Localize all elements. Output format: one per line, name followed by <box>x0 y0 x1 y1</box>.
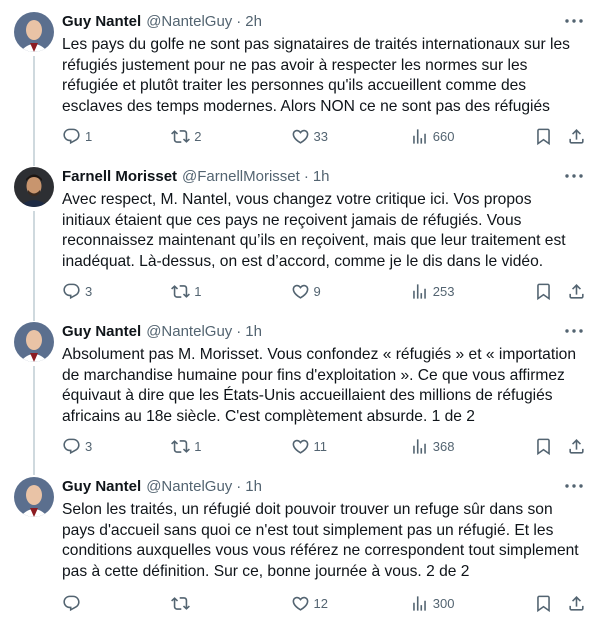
reply-count: 3 <box>85 438 93 454</box>
retweet-icon <box>171 127 190 146</box>
reply-button[interactable] <box>62 280 142 302</box>
views-count: 300 <box>432 595 455 611</box>
author-handle[interactable]: @NantelGuy <box>146 13 233 30</box>
thread-connector <box>33 56 35 166</box>
author-name[interactable]: Farnell Morisset <box>62 168 178 185</box>
timestamp[interactable]: 1h <box>245 323 262 340</box>
share-icon <box>567 437 586 456</box>
tweet-text: Absolument pas M. Morisset. Vous confondez « réfugiés » et « importation de marchandise humaine pour fins d'exploitation ». Ce que vous affirmez équivaut à dire que les États-Unis accueillaient des millions de réfugiés africains au 18e siècle. C'est complètement absurde. 1 de 2 <box>62 346 576 425</box>
author-name[interactable]: Guy Nantel <box>62 478 142 495</box>
tweet-actions <box>62 592 586 614</box>
like-button[interactable] <box>291 435 381 457</box>
reply-icon <box>62 282 81 301</box>
views-icon <box>410 282 429 301</box>
bookmark-icon <box>534 282 553 301</box>
retweet-count: 1 <box>194 438 202 454</box>
separator: · <box>236 13 242 30</box>
more-options-icon[interactable] <box>562 475 586 497</box>
reply-button[interactable] <box>62 435 142 457</box>
retweet-icon <box>171 437 190 456</box>
retweet-button[interactable] <box>171 435 261 457</box>
views-count: 368 <box>432 438 455 454</box>
author-handle[interactable]: @NantelGuy <box>146 323 233 340</box>
views-button[interactable] <box>410 435 505 457</box>
author-handle[interactable]: @NantelGuy <box>146 478 233 495</box>
separator: · <box>236 323 242 340</box>
tweet-header <box>62 12 586 32</box>
avatar[interactable] <box>14 322 54 362</box>
views-icon <box>410 594 429 613</box>
tweet-header <box>62 477 586 497</box>
bookmark-button[interactable] <box>534 435 553 457</box>
tweet-actions <box>62 435 586 457</box>
tweet-actions <box>62 125 586 147</box>
share-icon <box>567 282 586 301</box>
reply-count: 3 <box>85 283 93 299</box>
views-button[interactable] <box>410 125 505 147</box>
reply-icon <box>62 594 81 613</box>
retweet-icon <box>171 282 190 301</box>
share-button[interactable] <box>567 280 586 302</box>
retweet-icon <box>171 594 190 613</box>
more-options-icon[interactable] <box>562 320 586 342</box>
bookmark-icon <box>534 594 553 613</box>
retweet-button[interactable] <box>171 280 261 302</box>
bookmark-button[interactable] <box>534 592 553 614</box>
author-name[interactable]: Guy Nantel <box>62 13 142 30</box>
share-icon <box>567 594 586 613</box>
retweet-count: 1 <box>194 283 202 299</box>
avatar[interactable] <box>14 12 54 52</box>
like-count: 11 <box>313 438 327 454</box>
reply-button[interactable] <box>62 125 142 147</box>
timestamp[interactable]: 2h <box>245 13 262 30</box>
author-handle[interactable]: @FarnellMorisset <box>182 168 300 185</box>
reply-button[interactable] <box>62 592 142 614</box>
bookmark-button[interactable] <box>534 125 553 147</box>
share-button[interactable] <box>567 592 586 614</box>
views-icon <box>410 127 429 146</box>
views-button[interactable] <box>410 280 505 302</box>
like-count: 33 <box>313 128 328 144</box>
bookmark-icon <box>534 127 553 146</box>
retweet-count: 2 <box>194 128 202 144</box>
share-icon <box>567 127 586 146</box>
more-options-icon[interactable] <box>562 10 586 32</box>
reply-count: 1 <box>85 128 93 144</box>
reply-icon <box>62 127 81 146</box>
thread-connector <box>33 211 35 321</box>
views-count: 660 <box>432 128 455 144</box>
bookmark-icon <box>534 437 553 456</box>
views-icon <box>410 437 429 456</box>
tweet-text: Selon les traités, un réfugié doit pouvoir trouver un refuge sûr dans son pays d'accueil sans quoi ce n'est tout simplement pas un réfugié. Et les conditions auxquelles vous vous référez ne correspondent tout simplement pas à cette définition. Sur ce, bonne journée à vous. 2 de 2 <box>62 501 579 580</box>
like-button[interactable] <box>291 592 381 614</box>
separator: · <box>236 478 242 495</box>
like-button[interactable] <box>291 280 381 302</box>
tweet-text: Avec respect, M. Nantel, vous changez votre critique ici. Vos propos initiaux étaient que ces pays ne reçoivent jamais de réfugiés. Vous reconnaissez maintenant qu’ils en reçoivent, mais que leur traitement est inadéquat. Là-dessus, on est d’accord, comme je le dis dans le vidéo. <box>62 191 566 270</box>
tweet-actions <box>62 280 586 302</box>
timestamp[interactable]: 1h <box>312 168 330 185</box>
author-name[interactable]: Guy Nantel <box>62 323 142 340</box>
share-button[interactable] <box>567 125 586 147</box>
like-count: 9 <box>313 283 321 299</box>
heart-icon <box>291 437 310 456</box>
heart-icon <box>291 282 310 301</box>
heart-icon <box>291 127 310 146</box>
avatar[interactable] <box>14 167 54 207</box>
views-button[interactable] <box>410 592 505 614</box>
tweet-text: Les pays du golfe ne sont pas signataires de traités internationaux sur les réfugiés justement pour ne pas avoir à respecter les normes sur les réfugiée et plutôt traiter les personnes qu'ils accueillent comme des esclaves des temps modernes. Alors NON ce ne sont pas des réfugiés <box>62 36 570 115</box>
views-count: 253 <box>432 283 455 299</box>
tweet-header <box>62 167 586 187</box>
tweet-header <box>62 322 586 342</box>
like-count: 12 <box>313 595 328 611</box>
timestamp[interactable]: 1h <box>245 478 262 495</box>
bookmark-button[interactable] <box>534 280 553 302</box>
retweet-button[interactable] <box>171 125 261 147</box>
like-button[interactable] <box>291 125 381 147</box>
heart-icon <box>291 594 310 613</box>
avatar[interactable] <box>14 477 54 517</box>
share-button[interactable] <box>567 435 586 457</box>
separator: · <box>303 168 309 185</box>
reply-icon <box>62 437 81 456</box>
thread-connector <box>33 366 35 475</box>
more-options-icon[interactable] <box>562 165 586 187</box>
retweet-button[interactable] <box>171 592 261 614</box>
